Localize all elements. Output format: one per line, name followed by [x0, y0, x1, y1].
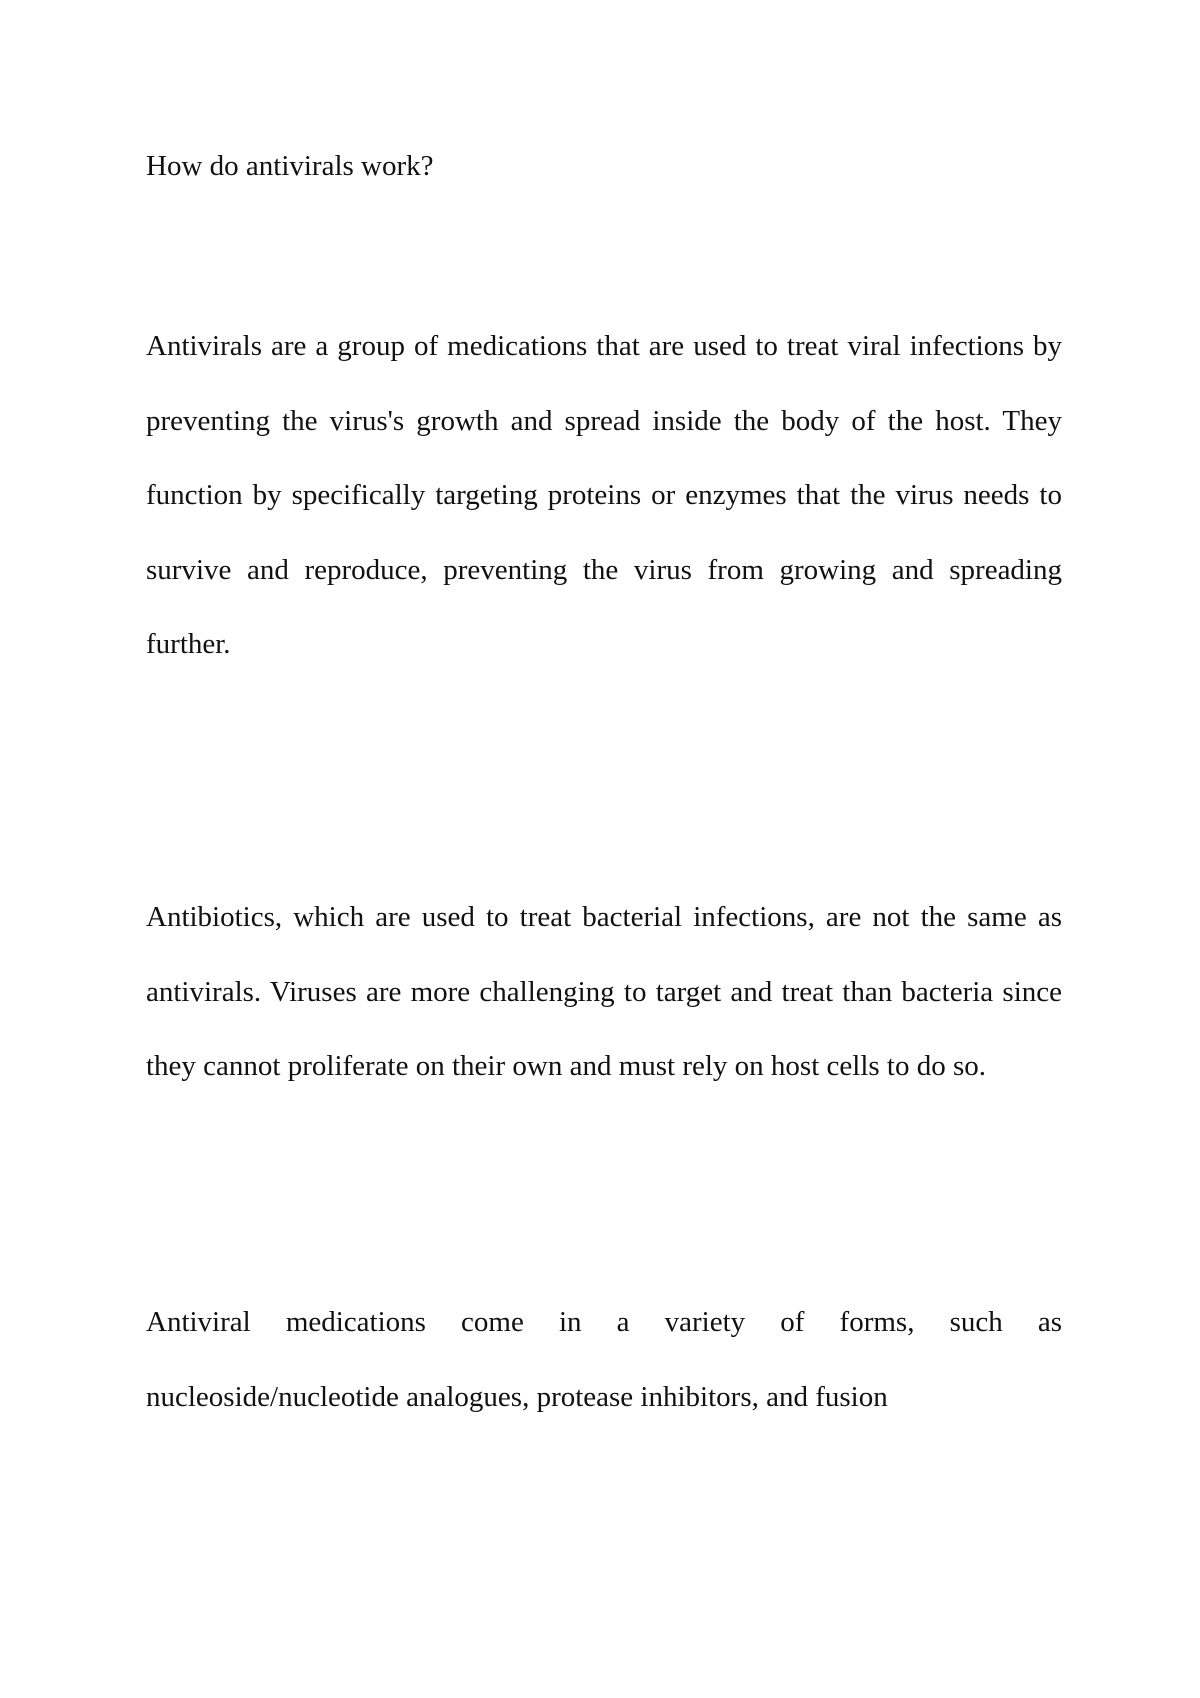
- document-heading: How do antivirals work?: [146, 150, 434, 182]
- paragraph-antivirals-overview: Antivirals are a group of medications that are used to treat viral infections by preventing the virus's growth and spread inside the body of the host. They function by specifically targeting proteins or enzymes that the virus needs to survive and reproduce, preventing the virus from growing and spreading further.: [146, 330, 1062, 660]
- paragraph-antibiotics-comparison: Antibiotics, which are used to treat bacterial infections, are not the same as antivirals. Viruses are more challenging to target and treat than bacteria since they cannot proliferate on their own and must rely on host cells to do so.: [146, 901, 1062, 1082]
- paragraph-antiviral-forms: Antiviral medications come in a variety of forms, such as nucleoside/nucleotide analogues, protease inhibitors, and fusion: [146, 1306, 1062, 1413]
